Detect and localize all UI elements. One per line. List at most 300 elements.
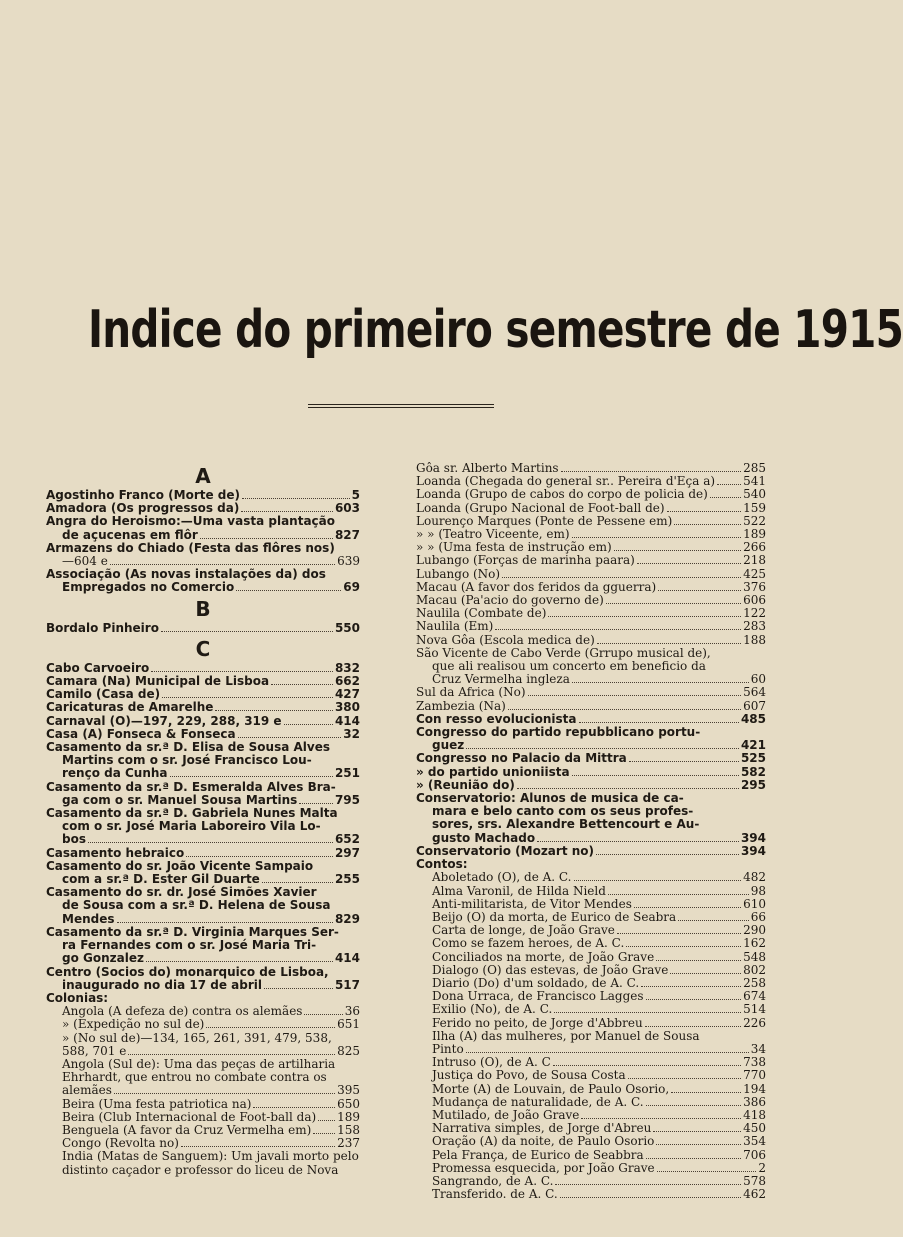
entry-title: Pinto bbox=[432, 1041, 464, 1056]
index-entry bbox=[416, 766, 766, 779]
dot-leader bbox=[537, 841, 739, 842]
index-entry bbox=[416, 1188, 766, 1201]
entry-title: Congresso no Palacio da Mittra bbox=[416, 751, 627, 766]
index-entry bbox=[46, 833, 360, 846]
dot-leader bbox=[717, 484, 741, 485]
dot-leader bbox=[637, 563, 741, 564]
index-entry bbox=[416, 1149, 766, 1162]
dot-leader bbox=[667, 511, 742, 512]
entry-title: » (Reunião do) bbox=[416, 777, 515, 792]
index-entry bbox=[416, 568, 766, 581]
index-line: India (Matas de Sanguem): Um javali morto pelo bbox=[62, 1149, 359, 1164]
entry-title: Carnaval (O)—197, 229, 288, 319 e bbox=[46, 713, 282, 728]
page-title: Indice do primeiro semestre de 1915 bbox=[88, 300, 903, 360]
index-entry bbox=[416, 686, 766, 699]
index-line: Casamento da sr.ª D. Esmeralda Alves Bra- bbox=[46, 779, 336, 794]
index-entry bbox=[416, 1135, 766, 1148]
entry-title: Gôa sr. Alberto Martins bbox=[416, 461, 559, 475]
index-line: » (No sul de)—134, 165, 261, 391, 479, 538, bbox=[62, 1030, 332, 1045]
index-entry bbox=[416, 752, 766, 765]
page-number: 34 bbox=[750, 1041, 766, 1056]
dot-leader bbox=[574, 880, 742, 881]
dot-leader bbox=[186, 856, 333, 857]
index-entry bbox=[416, 951, 766, 964]
index-line: com o sr. José Maria Laboreiro Vila Lo- bbox=[62, 819, 321, 834]
dot-leader bbox=[495, 629, 741, 630]
section-letter: A bbox=[195, 464, 211, 488]
page-number: 425 bbox=[743, 566, 766, 581]
index-line: Casamento do sr. dr. José Simões Xavier bbox=[46, 885, 317, 900]
index-entry bbox=[46, 952, 360, 965]
dot-leader bbox=[466, 1052, 749, 1053]
entry-title: Agostinho Franco (Morte de) bbox=[46, 488, 240, 502]
entry-title: Casa (A) Fonseca & Fonseca bbox=[46, 726, 236, 741]
index-entry bbox=[416, 885, 766, 898]
dot-leader bbox=[318, 1120, 335, 1121]
dot-leader bbox=[502, 577, 741, 578]
index-entry bbox=[416, 620, 766, 633]
entry-title: Conservatorio (Mozart no) bbox=[416, 843, 595, 858]
entry-title: » do partido unioniista bbox=[416, 764, 570, 779]
dot-leader bbox=[299, 803, 333, 804]
dot-leader bbox=[710, 497, 741, 498]
index-line: distinto caçador e professor do liceu de Nova bbox=[62, 1162, 339, 1177]
index-entry bbox=[416, 898, 766, 911]
page-number: 295 bbox=[740, 777, 766, 792]
page-number: 540 bbox=[743, 487, 766, 502]
section-letter: B bbox=[195, 596, 211, 621]
entry-title: alemães bbox=[62, 1083, 112, 1098]
dot-leader bbox=[548, 616, 741, 617]
index-line: Centro (Socios do) monarquico de Lisboa, bbox=[46, 964, 329, 979]
entry-title: Nova Gôa (Escola medica de) bbox=[416, 632, 595, 647]
page-number: 380 bbox=[334, 700, 360, 715]
index-line: Conservatorio: Alunos de musica de ca- bbox=[416, 791, 684, 806]
page-number: 290 bbox=[743, 923, 766, 938]
page-number: 522 bbox=[743, 513, 766, 528]
entry-title: Amadora (Os progressos da) bbox=[46, 501, 240, 516]
page-number: 639 bbox=[337, 554, 360, 569]
index-line: sores, srs. Alexandre Bettencourt e Au- bbox=[432, 817, 700, 832]
entry-title: Angola (A defeza de) contra os alemães bbox=[62, 1004, 303, 1019]
dot-leader bbox=[641, 986, 741, 987]
page-number: 122 bbox=[743, 606, 766, 621]
dot-leader bbox=[645, 1026, 741, 1027]
index-line: Congresso do partido repubblicano portu- bbox=[416, 725, 701, 740]
dot-leader bbox=[629, 761, 739, 762]
index-entry bbox=[416, 1069, 766, 1082]
dot-leader bbox=[634, 907, 741, 908]
index-line: mara e belo canto com os seus profes- bbox=[432, 804, 694, 819]
entry-title: Mutilado, de João Grave bbox=[432, 1107, 580, 1122]
index-line: ra Fernandes com o sr. José Maria Tri- bbox=[62, 938, 317, 953]
entry-title: Anti-militarista, de Vitor Mendes bbox=[432, 896, 632, 911]
page-number: 578 bbox=[743, 1173, 766, 1188]
dot-leader bbox=[674, 524, 741, 525]
index-entry bbox=[46, 979, 360, 992]
dot-leader bbox=[608, 894, 749, 895]
index-entry bbox=[416, 1162, 766, 1175]
page-number: 98 bbox=[750, 883, 766, 898]
page-number: 548 bbox=[743, 949, 766, 964]
index-entry bbox=[46, 581, 360, 594]
dot-leader bbox=[304, 1014, 342, 1015]
index-entry bbox=[416, 700, 766, 713]
index-entry bbox=[46, 1111, 360, 1124]
dot-leader bbox=[596, 854, 739, 855]
entry-title: renço da Cunha bbox=[62, 766, 168, 781]
index-entry bbox=[46, 1084, 360, 1097]
page-number: 550 bbox=[334, 620, 360, 635]
dot-leader bbox=[597, 643, 741, 644]
index-line: Martins com o sr. José Francisco Lou- bbox=[62, 753, 312, 768]
right-column bbox=[416, 462, 766, 1201]
index-entry bbox=[46, 622, 360, 635]
dot-leader bbox=[555, 1184, 741, 1185]
page-number: 582 bbox=[740, 764, 766, 779]
dot-leader bbox=[656, 960, 741, 961]
page-number: 283 bbox=[743, 619, 766, 634]
entry-title: Pela França, de Eurico de Seabbra bbox=[432, 1147, 644, 1162]
entry-title: bos bbox=[62, 832, 86, 847]
page-number: 395 bbox=[337, 1083, 360, 1098]
index-entry bbox=[416, 964, 766, 977]
dot-leader bbox=[271, 684, 333, 685]
dot-leader bbox=[554, 1012, 741, 1013]
index-entry bbox=[416, 1003, 766, 1016]
index-entry bbox=[416, 871, 766, 884]
dot-leader bbox=[114, 1093, 335, 1094]
page-number: 297 bbox=[334, 845, 360, 860]
index-line: que ali realisou um concerto em beneficio da bbox=[432, 659, 706, 674]
dot-leader bbox=[617, 933, 741, 934]
page-number: 485 bbox=[740, 711, 766, 726]
entry-title: Camara (Na) Municipal de Lisboa bbox=[46, 674, 270, 689]
page-number: 514 bbox=[743, 1002, 766, 1017]
index-line: Armazens do Chiado (Festa das flôres nos) bbox=[46, 540, 335, 555]
entry-title: » (Expedição no sul de) bbox=[62, 1017, 205, 1032]
dot-leader bbox=[206, 1027, 335, 1028]
index-entry bbox=[416, 502, 766, 515]
page-number: 188 bbox=[743, 632, 766, 647]
entry-title: gusto Machado bbox=[432, 830, 536, 845]
index-entry bbox=[416, 845, 766, 858]
page-number: 827 bbox=[334, 527, 360, 542]
page-number: 738 bbox=[743, 1055, 766, 1070]
section-letter: C bbox=[195, 636, 211, 661]
index-line: Casamento da sr.ª D. Gabriela Nunes Malta bbox=[46, 806, 338, 821]
dot-leader bbox=[670, 973, 741, 974]
page-number: 829 bbox=[334, 911, 360, 926]
entry-title: Macau (Pa'acio do governo de) bbox=[416, 593, 604, 608]
page-number: 354 bbox=[743, 1134, 766, 1149]
index-line: de Sousa com a sr.ª D. Helena de Sousa bbox=[62, 898, 331, 913]
dot-leader bbox=[572, 682, 749, 683]
dot-leader bbox=[560, 1197, 741, 1198]
page-number: 795 bbox=[334, 792, 360, 807]
entry-title: Sangrando, de A. C. bbox=[432, 1173, 554, 1188]
dot-leader bbox=[646, 1158, 741, 1159]
dot-leader bbox=[238, 737, 342, 738]
page-number: 832 bbox=[334, 660, 360, 675]
dot-leader bbox=[572, 775, 739, 776]
index-entry bbox=[46, 529, 360, 542]
dot-leader bbox=[657, 1171, 757, 1172]
entry-title: Casamento hebraico bbox=[46, 845, 185, 860]
page-number: 218 bbox=[743, 553, 766, 568]
dot-leader bbox=[614, 550, 741, 551]
entry-title: Oração (A) da noite, de Paulo Osorio bbox=[432, 1134, 655, 1149]
index-entry bbox=[46, 767, 360, 780]
index-line: Casamento da sr.ª D. Elisa de Sousa Alves bbox=[46, 740, 331, 755]
entry-title: ga com o sr. Manuel Sousa Martins bbox=[62, 792, 298, 807]
page-number: 564 bbox=[743, 685, 766, 700]
page-number: 450 bbox=[743, 1121, 766, 1136]
index-line: Contos: bbox=[416, 857, 468, 872]
entry-title: inaugurado no dia 17 de abril bbox=[62, 977, 263, 992]
dot-leader bbox=[146, 961, 333, 962]
page-number: 32 bbox=[343, 726, 360, 741]
entry-title: Mendes bbox=[62, 911, 115, 926]
title-divider bbox=[308, 404, 494, 408]
page-number: 376 bbox=[743, 579, 766, 594]
page-number: 386 bbox=[743, 1094, 766, 1109]
dot-leader bbox=[579, 722, 739, 723]
entry-title: Loanda (Grupo de cabos do corpo de policia de) bbox=[416, 487, 708, 502]
entry-title: Dialogo (O) das estevas, de João Grave bbox=[432, 962, 669, 977]
page-number: 69 bbox=[343, 580, 360, 595]
index-entry bbox=[416, 1017, 766, 1030]
page-number: 418 bbox=[743, 1107, 766, 1122]
dot-leader bbox=[628, 1078, 741, 1079]
entry-title: Empregados no Comercio bbox=[62, 580, 235, 595]
page-number: 525 bbox=[740, 751, 766, 766]
page-number: 662 bbox=[334, 674, 360, 689]
entry-title: Naulila (Combate de) bbox=[416, 606, 547, 621]
dot-leader bbox=[161, 631, 333, 632]
dot-leader bbox=[215, 710, 333, 711]
dot-leader bbox=[572, 537, 742, 538]
page-number: 607 bbox=[743, 698, 766, 713]
page-number: 706 bbox=[743, 1147, 766, 1162]
index-entry bbox=[46, 1018, 360, 1031]
dot-leader bbox=[313, 1133, 335, 1134]
dot-leader bbox=[646, 999, 742, 1000]
entry-title: —604 e bbox=[62, 554, 108, 569]
index-line: Angola (Sul de): Uma das peças de artilharia bbox=[62, 1056, 336, 1071]
index-line: Angra do Heroismo:—Uma vasta plantação bbox=[46, 514, 336, 529]
entry-title: Alma Varonil, de Hilda Nield bbox=[432, 883, 606, 898]
dot-leader bbox=[128, 1054, 335, 1055]
page-number: 606 bbox=[743, 593, 766, 608]
entry-title: Macau (A favor dos feridos da gguerra) bbox=[416, 579, 657, 594]
entry-title: Beijo (O) da morta, de Eurico de Seabra bbox=[432, 909, 677, 924]
entry-title: Beira (Club Internacional de Foot-ball da) bbox=[62, 1109, 317, 1124]
page-number: 427 bbox=[334, 687, 360, 702]
entry-title: de açucenas em flôr bbox=[62, 527, 198, 542]
dot-leader bbox=[658, 590, 741, 591]
entry-title: go Gonzalez bbox=[62, 951, 144, 966]
entry-title: Zambezia (Na) bbox=[416, 698, 506, 713]
entry-title: com a sr.ª D. Ester Gil Duarte bbox=[62, 872, 260, 887]
entry-title: Beira (Uma festa patriotica na) bbox=[62, 1096, 252, 1111]
dot-leader bbox=[242, 498, 350, 499]
entry-title: Dona Urraca, de Francisco Lagges bbox=[432, 989, 644, 1004]
page-number: 36 bbox=[344, 1004, 360, 1019]
dot-leader bbox=[162, 697, 333, 698]
dot-leader bbox=[110, 564, 335, 565]
page-number: 237 bbox=[337, 1136, 360, 1151]
entry-title: Ferido no peito, de Jorge d'Abbreu bbox=[432, 1015, 643, 1030]
dot-leader bbox=[553, 1065, 741, 1066]
dot-leader bbox=[678, 920, 749, 921]
dot-leader bbox=[200, 538, 333, 539]
entry-title: Aboletado (O), de A. C. bbox=[432, 870, 572, 885]
entry-title: Conciliados na morte, de João Grave bbox=[432, 949, 655, 964]
dot-leader bbox=[253, 1107, 335, 1108]
dot-leader bbox=[236, 590, 341, 591]
entry-title: Bordalo Pinheiro bbox=[46, 620, 159, 635]
dot-leader bbox=[151, 671, 333, 672]
page-number: 189 bbox=[337, 1109, 360, 1124]
entry-title: Narrativa simples, de Jorge d'Abreu bbox=[432, 1121, 652, 1136]
page-number: 770 bbox=[743, 1068, 766, 1083]
entry-title: Intruso (O), de A. C bbox=[432, 1055, 551, 1070]
index-line: Associação (As novas instalações da) dos bbox=[46, 567, 326, 582]
entry-title: Loanda (Chegada do general sr.. Pereira d'Eça a) bbox=[416, 474, 716, 489]
page-number: 541 bbox=[743, 474, 766, 489]
page-number: 482 bbox=[743, 870, 766, 885]
dot-leader bbox=[561, 471, 742, 472]
dot-leader bbox=[606, 603, 741, 604]
index-line: Colonias: bbox=[46, 990, 109, 1005]
page-number: 258 bbox=[743, 975, 766, 990]
index-entry bbox=[416, 832, 766, 845]
entry-title: Cabo Carvoeiro bbox=[46, 660, 150, 675]
entry-title: » » (Uma festa de instrução em) bbox=[416, 540, 612, 555]
page-number: 650 bbox=[337, 1096, 360, 1111]
dot-leader bbox=[528, 695, 742, 696]
dot-leader bbox=[241, 511, 333, 512]
index-entry bbox=[416, 634, 766, 647]
page-number: 251 bbox=[334, 766, 360, 781]
dot-leader bbox=[88, 842, 333, 843]
dot-leader bbox=[284, 724, 333, 725]
index-entry bbox=[46, 715, 360, 728]
entry-title: Lubango (Forças de marinha paara) bbox=[416, 553, 635, 568]
index-entry bbox=[416, 1083, 766, 1096]
page-number: 226 bbox=[743, 1015, 766, 1030]
dot-leader bbox=[671, 1092, 741, 1093]
page-number: 66 bbox=[750, 909, 766, 924]
dot-leader bbox=[656, 1144, 741, 1145]
entry-title: Diario (Do) d'um soldado, de A. C. bbox=[432, 975, 640, 990]
index-entry bbox=[416, 937, 766, 950]
page-number: 194 bbox=[743, 1081, 766, 1096]
left-column bbox=[46, 462, 360, 1177]
page-number: 610 bbox=[743, 896, 766, 911]
index-entry bbox=[46, 913, 360, 926]
entry-title: Sul da Africa (No) bbox=[416, 685, 526, 700]
index-entry bbox=[46, 1098, 360, 1111]
dot-leader bbox=[466, 748, 739, 749]
page-number: 394 bbox=[740, 830, 766, 845]
index-entry bbox=[416, 1096, 766, 1109]
entry-title: Con resso evolucionista bbox=[416, 711, 577, 726]
page-number: 603 bbox=[334, 501, 360, 516]
entry-title: Loanda (Grupo Nacional de Foot-ball de) bbox=[416, 500, 665, 515]
dot-leader bbox=[646, 1105, 742, 1106]
page-number: 159 bbox=[743, 500, 766, 515]
entry-title: Transferido. de A. C. bbox=[432, 1187, 558, 1202]
entry-title: Exilio (No), de A. C. bbox=[432, 1002, 553, 1017]
index-line: Casamento do sr. João Vicente Sampaio bbox=[46, 858, 314, 873]
dot-leader bbox=[262, 882, 333, 883]
page-number: 462 bbox=[743, 1187, 766, 1202]
dot-leader bbox=[653, 1131, 741, 1132]
page-number: 414 bbox=[334, 713, 360, 728]
dot-leader bbox=[117, 922, 333, 923]
page-number: 651 bbox=[337, 1017, 360, 1032]
entry-title: Congo (Revolta no) bbox=[62, 1136, 179, 1151]
entry-title: Camilo (Casa de) bbox=[46, 687, 161, 702]
page-number: 414 bbox=[334, 951, 360, 966]
index-line: Casamento da sr.ª D. Virginia Marques Ser- bbox=[46, 924, 339, 939]
page-number: 674 bbox=[743, 989, 766, 1004]
entry-title: Caricaturas de Amarelhe bbox=[46, 700, 214, 715]
index-entry bbox=[46, 1045, 360, 1058]
entry-title: » » (Teatro Viceente, em) bbox=[416, 527, 570, 542]
page-number: 394 bbox=[740, 843, 766, 858]
page-number: 162 bbox=[743, 936, 766, 951]
dot-leader bbox=[508, 709, 741, 710]
entry-title: 588, 701 e bbox=[62, 1043, 127, 1058]
page-number: 652 bbox=[334, 832, 360, 847]
dot-leader bbox=[581, 1118, 741, 1119]
entry-title: Benguela (A favor da Cruz Vermelha em) bbox=[62, 1122, 312, 1137]
index-entry bbox=[416, 554, 766, 567]
index-entry bbox=[46, 847, 360, 860]
page-number: 5 bbox=[351, 488, 360, 502]
entry-title: Cruz Vermelha ingleza bbox=[432, 672, 570, 687]
entry-title: Naulila (Em) bbox=[416, 619, 494, 634]
entry-title: Como se fazem heroes, de A. C. bbox=[432, 936, 625, 951]
index-line: São Vicente de Cabo Verde (Grrupo musical de), bbox=[416, 645, 711, 660]
index-line: Ilha (A) das mulheres, por Manuel de Sousa bbox=[432, 1028, 700, 1043]
entry-title: guez bbox=[432, 738, 465, 753]
entry-title: Lubango (No) bbox=[416, 566, 501, 581]
page-number: 802 bbox=[743, 962, 766, 977]
page-number: 421 bbox=[740, 738, 766, 753]
page-number: 266 bbox=[743, 540, 766, 555]
dot-leader bbox=[626, 946, 741, 947]
entry-title: Promessa esquecida, por João Grave bbox=[432, 1160, 655, 1175]
page-number: 285 bbox=[743, 461, 766, 475]
entry-title: Carta de longe, de João Grave bbox=[432, 923, 615, 938]
page-number: 825 bbox=[337, 1043, 360, 1058]
page-number: 255 bbox=[334, 872, 360, 887]
page-number: 158 bbox=[337, 1122, 360, 1137]
page-number: 189 bbox=[743, 527, 766, 542]
index-line: Ehrhardt, que entrou no combate contra os bbox=[62, 1070, 327, 1085]
entry-title: Justiça do Povo, de Sousa Costa bbox=[432, 1068, 626, 1083]
entry-title: Mudança de naturalidade, de A. C. bbox=[432, 1094, 644, 1109]
entry-title: Lourenço Marques (Ponte de Pessene em) bbox=[416, 513, 673, 528]
page-number: 517 bbox=[334, 977, 360, 992]
dot-leader bbox=[170, 776, 333, 777]
index-entry bbox=[46, 701, 360, 714]
entry-title: Morte (A) de Louvain, de Paulo Osorio, bbox=[432, 1081, 670, 1096]
